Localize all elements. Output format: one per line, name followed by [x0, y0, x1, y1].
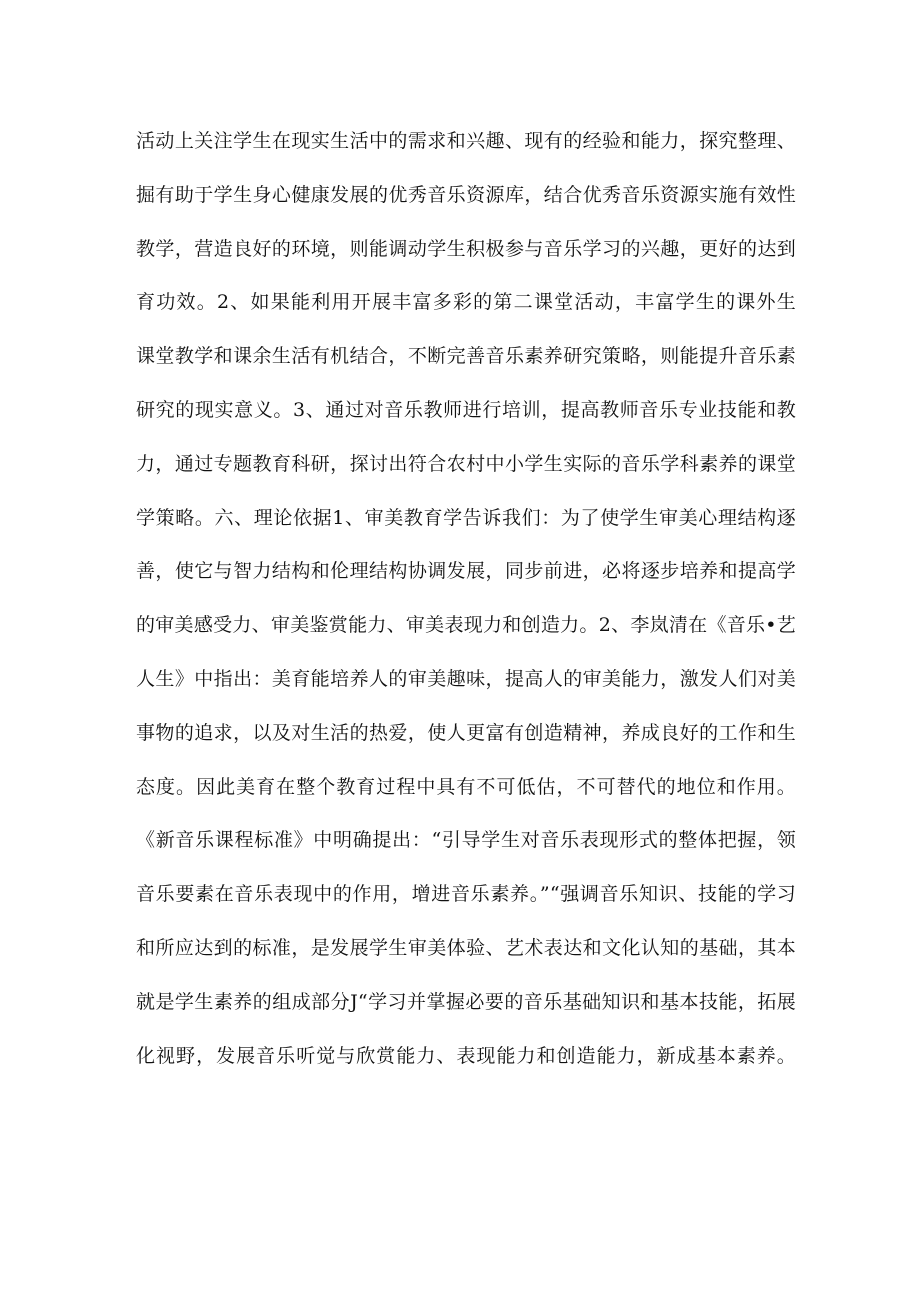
text-line: 就是学生素养的组成部分J“学习并掌握必要的音乐基础知识和基本技能，拓展: [136, 990, 796, 1013]
text-line: 态度。因此美育在整个教育过程中具有不可低估，不可替代的地位和作用。: [136, 775, 796, 798]
text-line: 研究的现实意义。3、通过对音乐教师进行培训，提高教师音乐专业技能和教: [136, 398, 796, 421]
text-line: 《新音乐课程标准》中明确提出：“引导学生对音乐表现形式的整体把握，领: [136, 829, 796, 852]
body-text: [136, 118, 796, 1086]
text-line: 和所应达到的标准，是发展学生审美体验、艺术表达和文化认知的基础，其本: [136, 936, 796, 959]
text-line: 掘有助于学生身心健康发展的优秀音乐资源库，结合优秀音乐资源实施有效性: [136, 183, 796, 206]
text-line: 事物的追求，以及对生活的热爱，使人更富有创造精神，养成良好的工作和生: [136, 721, 796, 744]
text-line: 善，使它与智力结构和伦理结构协调发展，同步前进，必将逐步培养和提高学: [136, 560, 796, 583]
text-line: 音乐要素在音乐表现中的作用，增进音乐素养。”“强调音乐知识、技能的学习: [136, 883, 796, 906]
text-line: 人生》中指出：美育能培养人的审美趣味，提高人的审美能力，激发人们对美: [136, 667, 796, 690]
text-line: 课堂教学和课余生活有机结合，不断完善音乐素养研究策略，则能提升音乐素: [136, 345, 796, 368]
text-line: 化视野，发展音乐听觉与欣赏能力、表现能力和创造能力，新成基本素养。: [136, 1044, 796, 1067]
text-line: 教学，营造良好的环境，则能调动学生积极参与音乐学习的兴趣，更好的达到: [136, 237, 796, 260]
text-line: 力，通过专题教育科研，探讨出符合农村中小学生实际的音乐学科素养的课堂: [136, 452, 796, 475]
text-line: 学策略。六、理论依据1、审美教育学告诉我们：为了使学生审美心理结构逐: [136, 506, 796, 529]
text-line: 育功效。2、如果能利用开展丰富多彩的第二课堂活动，丰富学生的课外生: [136, 291, 796, 314]
text-line: 活动上关注学生在现实生活中的需求和兴趣、现有的经验和能力，探究整理、: [136, 130, 796, 152]
text-line: 的审美感受力、审美鉴赏能力、审美表现力和创造力。2、李岚清在《音乐•艺: [136, 614, 796, 637]
